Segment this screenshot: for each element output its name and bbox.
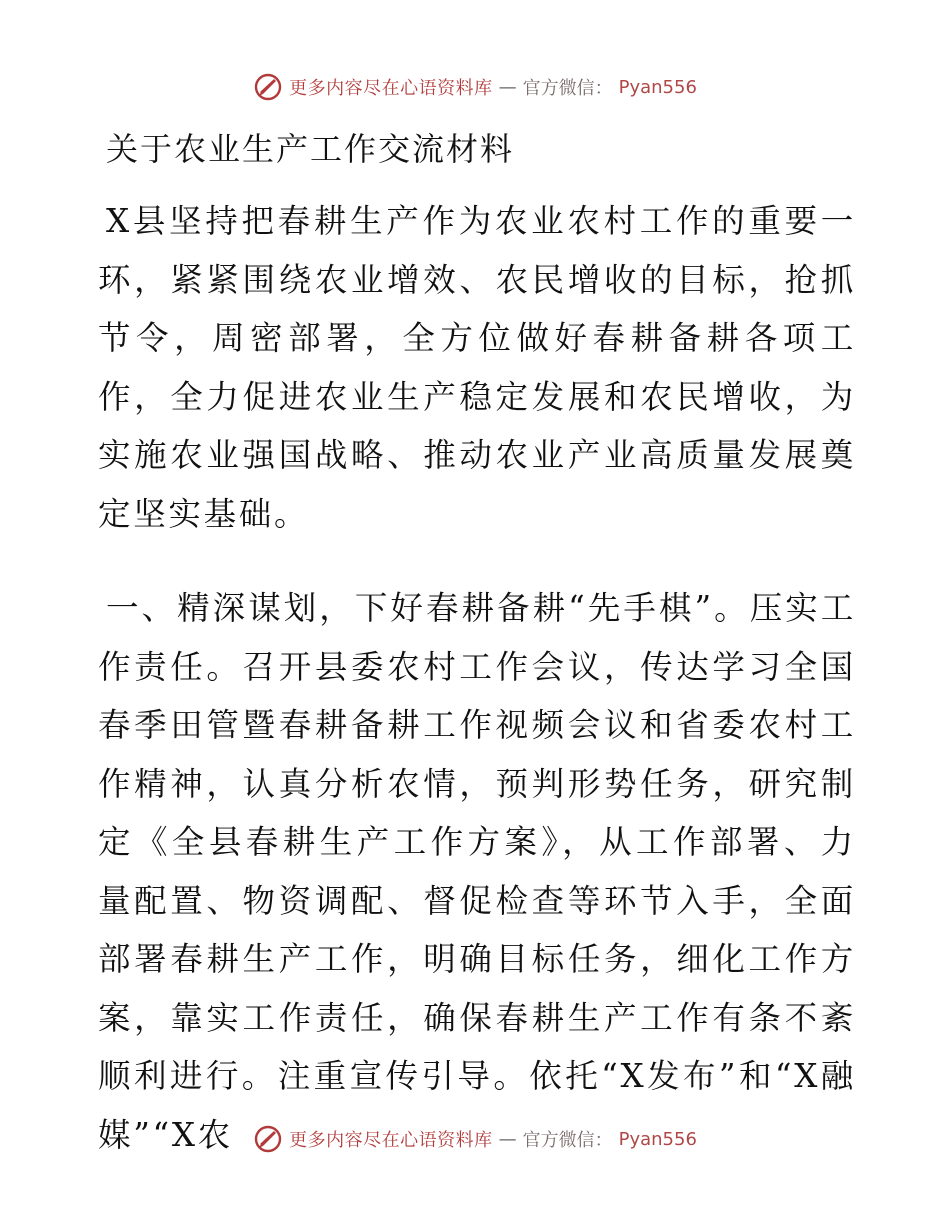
watermark-official-label: 官方微信： [522, 78, 613, 99]
paragraph-text: X县坚持把春耕生产作为农业农村工作的重要一环，紧紧围绕农业增效、农民增收的目标，抢抓节令，周密部署，全方位做好春耕备耕各项工作，全力促进农业生产稳定发展和农民增收，为实施农业强国战略、推动农业产业高质量发展奠定坚实基础。 [98, 202, 856, 533]
watermark-wechat-id: Pyan556 [618, 76, 697, 98]
watermark-dash: — [498, 1128, 517, 1150]
watermark-official-label: 官方微信： [522, 1130, 613, 1151]
brand-logo-icon [253, 72, 283, 102]
brand-logo-icon [253, 1124, 283, 1154]
watermark-wechat-id: Pyan556 [618, 1128, 697, 1150]
paragraph-text: 一、精深谋划，下好春耕备耕“先手棋”。压实工作责任。召开县委农村工作会议，传达学习全国春季田管暨春耕备耕工作视频会议和省委农村工作精神，认真分析农情，预判形势任务，研究制定《全县春耕生产工作方案》，从工作部署、力量配置、物资调配、督促检查等环节入手，全面部署春耕生产工作，明确目标任务，细化工作方案，靠实工作责任，确保春耕生产工作有条不紊顺利进行。注重宣传引导。依托“X发布”和“X融媒”“X农 [98, 589, 856, 1154]
watermark-dash: — [498, 76, 517, 98]
paragraph-intro [98, 192, 856, 543]
watermark-site-name: 更多内容尽在心语资料库 [289, 1130, 493, 1151]
watermark-footer [0, 1124, 950, 1154]
document-title: 关于农业生产工作交流材料 [106, 130, 515, 168]
watermark-site-name: 更多内容尽在心语资料库 [289, 78, 493, 99]
document-body [98, 192, 856, 1164]
paragraph-section-one [98, 579, 856, 1164]
watermark-header [0, 72, 950, 102]
